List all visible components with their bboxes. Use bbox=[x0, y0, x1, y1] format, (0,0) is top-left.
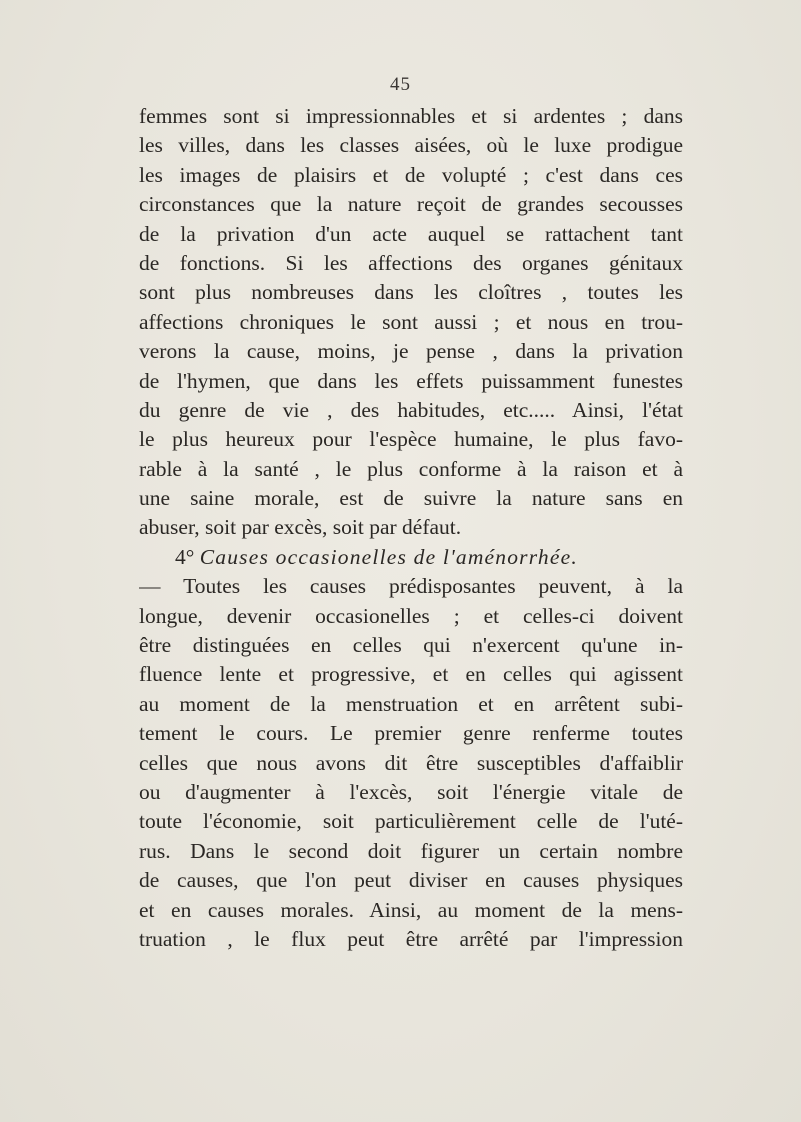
text-line: de la privation d'un acte auquel se rattachent tant bbox=[139, 221, 683, 246]
text-line: toute l'économie, soit particulièrement celle de l'uté- bbox=[139, 809, 683, 834]
page-number: 45 bbox=[390, 74, 411, 95]
text-line: fluence lente et progressive, et en celles qui agissent bbox=[139, 662, 683, 687]
text-line: celles que nous avons dit être susceptibles d'affaiblir bbox=[139, 750, 683, 775]
text-line: tement le cours. Le premier genre renferme toutes bbox=[139, 721, 683, 746]
text-line: de causes, que l'on peut diviser en causes physiques bbox=[139, 868, 683, 893]
body-text bbox=[139, 102, 683, 954]
text-line: rable à la santé , le plus conforme à la raison et à bbox=[139, 456, 683, 481]
text-line: les images de plaisirs et de volupté ; c'est dans ces bbox=[139, 162, 683, 187]
text-line: ou d'augmenter à l'excès, soit l'énergie vitale de bbox=[139, 779, 683, 804]
section-heading bbox=[139, 543, 683, 572]
text-line: être distinguées en celles qui n'exercent qu'une in- bbox=[139, 633, 683, 658]
section-title: Causes occasionelles de l'aménorrhée. bbox=[199, 544, 578, 569]
text-line: verons la cause, moins, je pense , dans la privation bbox=[139, 339, 683, 364]
text-line: sont plus nombreuses dans les cloîtres , toutes les bbox=[139, 280, 683, 305]
text-line: une saine morale, est de suivre la nature sans en bbox=[139, 486, 683, 511]
text-line: truation , le flux peut être arrêté par l'impression bbox=[139, 926, 683, 951]
text-line: du genre de vie , des habitudes, etc..... Ainsi, l'état bbox=[139, 397, 683, 422]
text-line: abuser, soit par excès, soit par défaut. bbox=[139, 515, 462, 540]
text-line: le plus heureux pour l'espèce humaine, le plus favo- bbox=[139, 427, 683, 452]
section-number: 4° bbox=[175, 544, 195, 569]
text-line: les villes, dans les classes aisées, où le luxe prodigue bbox=[139, 133, 683, 158]
text-line: circonstances que la nature reçoit de grandes secousses bbox=[139, 192, 683, 217]
text-line: de fonctions. Si les affections des organes génitaux bbox=[139, 250, 683, 275]
text-line: longue, devenir occasionelles ; et celles-ci doivent bbox=[139, 603, 683, 628]
text-line: rus. Dans le second doit figurer un certain nombre bbox=[139, 838, 683, 863]
text-line: au moment de la menstruation et en arrêtent subi- bbox=[139, 691, 683, 716]
text-line: de l'hymen, que dans les effets puissamment funestes bbox=[139, 368, 683, 393]
text-line: affections chroniques le sont aussi ; et nous en trou- bbox=[139, 309, 683, 334]
text-line: — Toutes les causes prédisposantes peuvent, à la bbox=[139, 574, 683, 599]
text-line: et en causes morales. Ainsi, au moment de la mens- bbox=[139, 897, 683, 922]
text-line: femmes sont si impressionnables et si ardentes ; dans bbox=[139, 104, 683, 128]
